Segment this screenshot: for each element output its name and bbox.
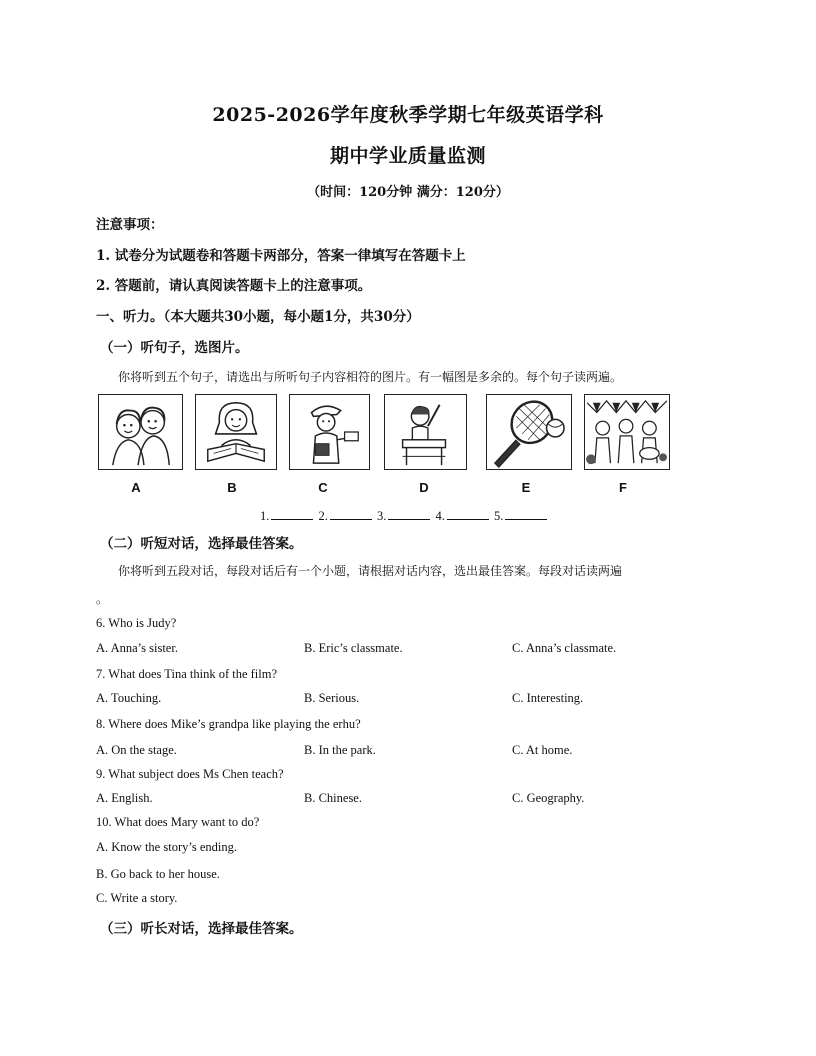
q9-option-a: A. English. [96, 791, 153, 805]
two-girls-icon [99, 395, 182, 469]
picture-a-label: A [131, 480, 141, 495]
part2-heading: （二）听短对话，选择最佳答案。 [100, 536, 303, 552]
answer-label-1: 1. [260, 509, 270, 523]
picture-a [98, 394, 183, 470]
notes-item-2: 2. 答题前，请认真阅读答题卡上的注意事项。 [96, 278, 372, 294]
q7-option-b: B. Serious. [304, 691, 360, 705]
q8-option-b: B. In the park. [304, 743, 376, 757]
picture-c-label: C [318, 480, 328, 495]
part2-instructions: 你将听到五段对话，每段对话后有一个小题，请根据对话内容，选出最佳答案。每段对话读两遍 [118, 564, 623, 578]
picture-c [289, 394, 370, 470]
notes-item-1: 1. 试卷分为试题卷和答题卡两部分，答案一律填写在答题卡上 [96, 248, 466, 264]
q10-option-c: C. Write a story. [96, 891, 178, 905]
picture-d [384, 394, 467, 470]
picture-b [195, 394, 277, 470]
q6-option-a: A. Anna’s sister. [96, 641, 178, 655]
part1-heading: （一）听句子，选图片。 [100, 340, 249, 356]
q6-option-c: C. Anna’s classmate. [512, 641, 617, 655]
answer-blank-5[interactable] [505, 507, 547, 520]
answer-label-4: 4. [435, 509, 445, 523]
exam-title-line1: 2025-2026学年度秋季学期七年级英语学科 [212, 104, 604, 126]
question-10: 10. What does Mary want to do? [96, 815, 260, 829]
q7-option-a: A. Touching. [96, 691, 162, 705]
q9-option-b: B. Chinese. [304, 791, 362, 805]
question-8: 8. Where does Mike’s grandpa like playing the erhu? [96, 717, 361, 731]
notes-heading: 注意事项： [96, 217, 164, 233]
tennis-racket-icon [487, 395, 571, 469]
part2-instructions-tail: 。 [96, 592, 109, 606]
picture-f-label: F [619, 480, 627, 495]
q6-option-b: B. Eric’s classmate. [304, 641, 403, 655]
student-desk-icon [385, 395, 466, 469]
exam-info: （时间：120分钟 满分：120分） [307, 185, 509, 200]
question-7: 7. What does Tina think of the film? [96, 667, 278, 681]
answer-label-5: 5. [494, 509, 504, 523]
q10-option-b: B. Go back to her house. [96, 867, 220, 881]
section-listening-heading: 一、听力。（本大题共30小题，每小题1分，共30分） [96, 309, 420, 325]
part3-heading: （三）听长对话，选择最佳答案。 [100, 921, 303, 937]
q9-option-c: C. Geography. [512, 791, 585, 805]
postman-icon [290, 395, 369, 469]
band-party-icon [585, 395, 669, 469]
exam-title-line2: 期中学业质量监测 [329, 145, 486, 167]
picture-d-label: D [419, 480, 429, 495]
part1-instructions: 你将听到五个句子，请选出与所听句子内容相符的图片。有一幅图是多余的。每个句子读两遍。 [118, 370, 623, 384]
question-6: 6. Who is Judy? [96, 616, 177, 630]
girl-reading-icon [196, 395, 276, 469]
answer-blanks-row [260, 507, 549, 524]
picture-f [584, 394, 670, 470]
q8-option-c: C. At home. [512, 743, 573, 757]
q8-option-a: A. On the stage. [96, 743, 177, 757]
question-9: 9. What subject does Ms Chen teach? [96, 767, 284, 781]
answer-label-2: 2. [318, 509, 328, 523]
q10-option-a: A. Know the story’s ending. [96, 840, 237, 854]
answer-blank-3[interactable] [388, 507, 430, 520]
answer-blank-2[interactable] [330, 507, 372, 520]
answer-label-3: 3. [377, 509, 387, 523]
q7-option-c: C. Interesting. [512, 691, 584, 705]
answer-blank-1[interactable] [271, 507, 313, 520]
answer-blank-4[interactable] [447, 507, 489, 520]
picture-b-label: B [227, 480, 237, 495]
picture-e [486, 394, 572, 470]
picture-e-label: E [521, 480, 531, 495]
